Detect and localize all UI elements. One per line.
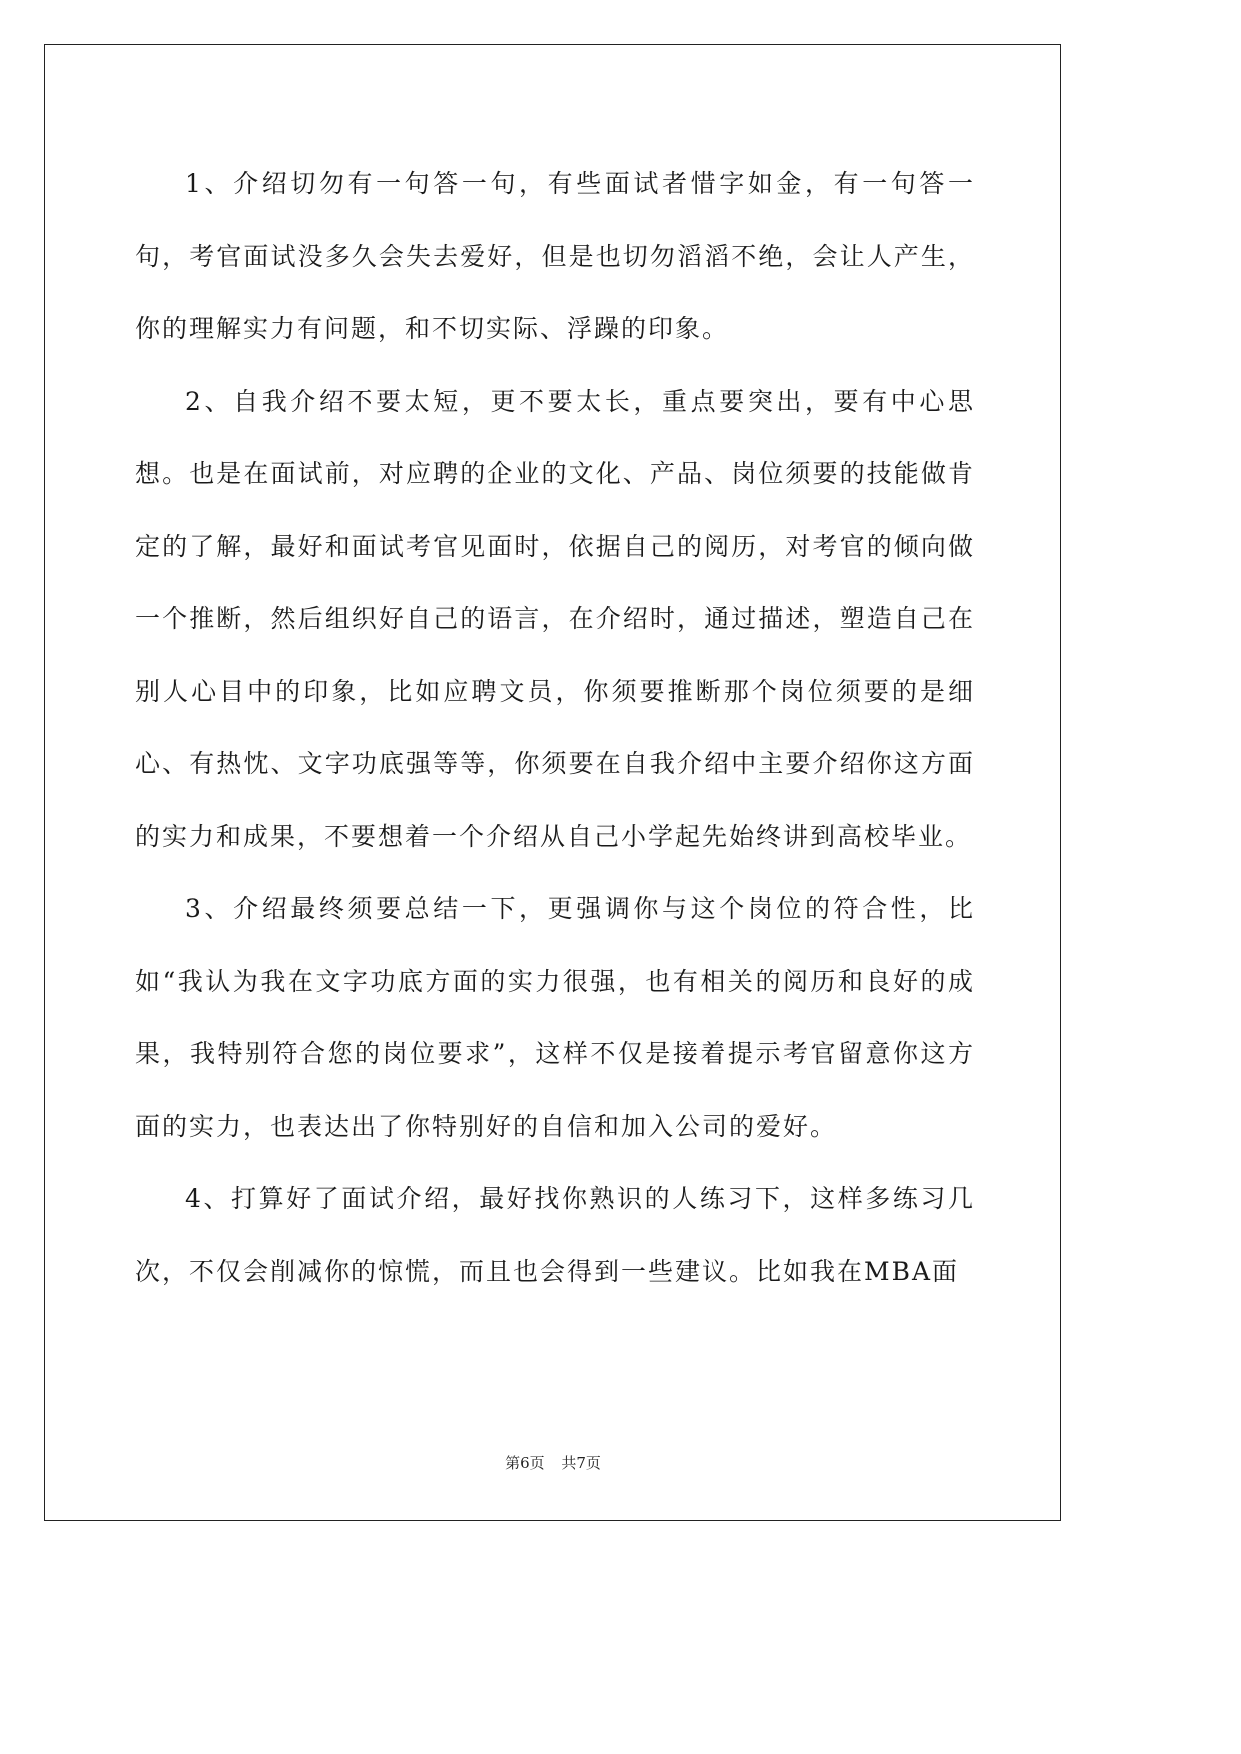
paragraph-4: 4、打算好了面试介绍，最好找你熟识的人练习下，这样多练习几次，不仅会削减你的惊慌，而且也会得到一些建议。比如我在MBA面	[135, 1184, 975, 1286]
document-body	[135, 148, 975, 1308]
page-footer	[0, 1452, 1106, 1473]
page-number-current: 第6页	[505, 1454, 545, 1472]
paragraph-3: 3、介绍最终须要总结一下，更强调你与这个岗位的符合性，比如“我认为我在文字功底方面的实力很强，也有相关的阅历和良好的成果，我特别符合您的岗位要求”，这样不仅是接着提示考官留意你这方面的实力，也表达出了你特别好的自信和加入公司的爱好。	[135, 894, 975, 1141]
paragraph-1: 1、介绍切勿有一句答一句，有些面试者惜字如金，有一句答一句，考官面试没多久会失去爱好，但是也切勿滔滔不绝，会让人产生，你的理解实力有问题，和不切实际、浮躁的印象。	[135, 169, 975, 343]
paragraph-2: 2、自我介绍不要太短，更不要太长，重点要突出，要有中心思想。也是在面试前，对应聘的企业的文化、产品、岗位须要的技能做肯定的了解，最好和面试考官见面时，依据自己的阅历，对考官的倾向做一个推断，然后组织好自己的语言，在介绍时，通过描述，塑造自己在别人心目中的印象，比如应聘文员，你须要推断那个岗位须要的是细心、有热忱、文字功底强等等，你须要在自我介绍中主要介绍你这方面的实力和成果，不要想着一个介绍从自己小学起先始终讲到高校毕业。	[135, 386, 975, 851]
page-number-total: 共7页	[561, 1454, 601, 1472]
